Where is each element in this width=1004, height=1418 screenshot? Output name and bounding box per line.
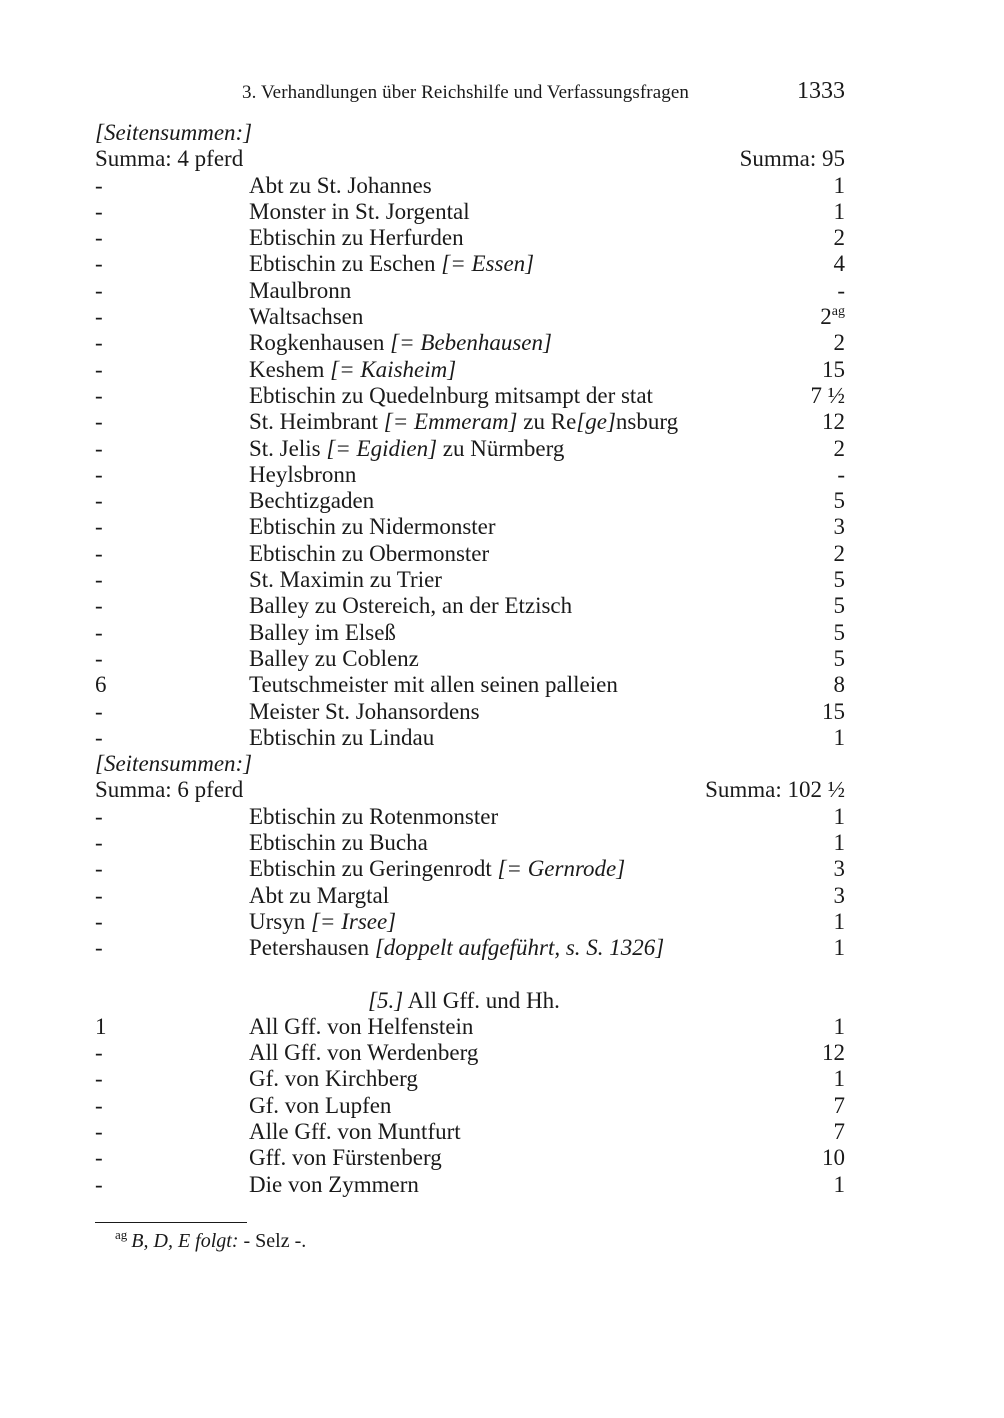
list-item xyxy=(95,646,845,672)
entry-count: - xyxy=(95,882,103,908)
entry-count: - xyxy=(95,409,103,435)
list-item xyxy=(95,856,845,882)
entry-value-text: - xyxy=(837,461,845,487)
entry-value xyxy=(834,251,846,277)
entry-name xyxy=(249,1066,418,1092)
entry-count: - xyxy=(95,935,103,961)
entry-list xyxy=(95,173,845,752)
entry-value-text: 8 xyxy=(833,672,845,698)
entry-name xyxy=(249,935,664,961)
entry-value-text: 15 xyxy=(822,356,845,382)
footnote-editorial: B, D, E folgt: xyxy=(131,1230,239,1252)
running-title: 3. Verhandlungen über Reichshilfe und Verfassungsfragen xyxy=(242,82,689,103)
entry-value xyxy=(834,436,846,462)
entry-value xyxy=(834,330,846,356)
summary-row xyxy=(95,146,845,172)
entry-count: - xyxy=(95,593,103,619)
entry-name xyxy=(249,251,534,277)
entry-name-text: St. Jelis xyxy=(249,435,327,461)
entry-name-text: Ebtischin zu Bucha xyxy=(249,830,428,856)
entry-value-text: 5 xyxy=(833,488,845,514)
entry-value xyxy=(834,935,846,961)
entry-name-text: zu Nürmberg xyxy=(437,435,565,461)
entry-name-text: Ebtischin zu Herfurden xyxy=(249,225,464,251)
entry-value xyxy=(834,1093,846,1119)
entry-name-text: Waltsachsen xyxy=(249,304,364,330)
entry-value xyxy=(834,199,846,225)
entry-name xyxy=(249,1172,419,1198)
entry-name xyxy=(249,856,625,882)
entry-name xyxy=(249,567,442,593)
entry-name-text: Keshem xyxy=(249,356,331,382)
entry-name-text: Ebtischin zu Geringenrodt xyxy=(249,856,498,882)
entry-value xyxy=(834,1066,846,1092)
footnote-marker: ag xyxy=(831,304,845,320)
entry-name xyxy=(249,1014,473,1040)
entry-value-text: 12 xyxy=(822,1040,845,1066)
entry-value-text: 3 xyxy=(833,882,845,908)
entry-name-text: Heylsbronn xyxy=(249,461,357,487)
entry-value-text: 5 xyxy=(833,619,845,645)
editorial-note: [ge] xyxy=(576,409,616,435)
entry-name xyxy=(249,725,434,751)
entry-name xyxy=(249,199,470,225)
entry-count: - xyxy=(95,461,103,487)
list-item xyxy=(95,1145,845,1171)
entry-name-text: Ebtischin zu Nidermonster xyxy=(249,514,496,540)
entry-count: - xyxy=(95,198,103,224)
entry-value-text: 1 xyxy=(833,908,845,934)
note-text: [Seitensummen:] xyxy=(95,751,253,777)
list-item xyxy=(95,436,845,462)
entry-name-text: Ebtischin zu Quedelnburg mitsampt der stat xyxy=(249,382,653,408)
entry-name xyxy=(249,672,618,698)
list-item xyxy=(95,1014,845,1040)
summary-left: Summa: 6 pferd xyxy=(95,777,244,803)
list-item xyxy=(95,725,845,751)
entry-value-text: 15 xyxy=(822,698,845,724)
running-head xyxy=(95,80,845,108)
entry-value xyxy=(834,1172,846,1198)
entry-name-text: Alle Gff. von Muntfurt xyxy=(249,1118,461,1144)
list-item xyxy=(95,567,845,593)
entry-name-text: St. Heimbrant xyxy=(249,409,384,435)
entry-value-text: 1 xyxy=(833,724,845,750)
entry-value-text: 12 xyxy=(822,409,845,435)
entry-value-text: 1 xyxy=(833,1013,845,1039)
entry-list xyxy=(95,1014,845,1198)
entry-count: - xyxy=(95,225,103,251)
heading-label: All Gff. und Hh. xyxy=(403,987,560,1013)
entry-value-text: 1 xyxy=(833,1066,845,1092)
entry-value xyxy=(834,856,846,882)
entry-name xyxy=(249,699,480,725)
section-note xyxy=(95,751,845,777)
entry-value-text: 1 xyxy=(833,935,845,961)
entry-value-text: 1 xyxy=(833,1171,845,1197)
editorial-note: [= Irsee] xyxy=(310,908,397,934)
list-item xyxy=(95,935,845,961)
entry-name-text: Maulbronn xyxy=(249,277,352,303)
entry-count: 6 xyxy=(95,672,107,698)
entry-value xyxy=(834,672,846,698)
entry-value xyxy=(822,1040,845,1066)
list-item xyxy=(95,593,845,619)
entry-value-text: 2 xyxy=(833,330,845,356)
entry-value xyxy=(834,725,846,751)
entry-name xyxy=(249,646,419,672)
list-item xyxy=(95,1066,845,1092)
list-item xyxy=(95,620,845,646)
editorial-note: [= Kaisheim] xyxy=(330,356,457,382)
entry-value-text: 2 xyxy=(820,304,832,330)
entry-value-text: 1 xyxy=(833,172,845,198)
entry-value-text: 3 xyxy=(833,514,845,540)
entry-name-text: Ebtischin zu Lindau xyxy=(249,724,435,750)
entry-name-text: Ebtischin zu Eschen xyxy=(249,251,442,277)
entry-count: - xyxy=(95,645,103,671)
section-heading xyxy=(95,988,845,1014)
entry-count: - xyxy=(95,382,103,408)
summary-right: Summa: 95 xyxy=(739,146,845,172)
entry-name-text: Gf. von Kirchberg xyxy=(249,1066,418,1092)
entry-value xyxy=(834,225,846,251)
entry-value xyxy=(834,567,846,593)
list-item xyxy=(95,699,845,725)
entry-name-text: Gf. von Lupfen xyxy=(249,1092,392,1118)
entry-name xyxy=(249,620,396,646)
entry-name-text: Ebtischin zu Rotenmonster xyxy=(249,803,499,829)
entry-list xyxy=(95,804,845,962)
entry-name-text: All Gff. von Werdenberg xyxy=(249,1040,479,1066)
entry-value-text: 7 xyxy=(833,1092,845,1118)
summary-left: Summa: 4 pferd xyxy=(95,146,244,172)
entry-value-text: 7 xyxy=(833,1118,845,1144)
entry-name xyxy=(249,304,363,330)
entry-name-text: Teutschmeister mit allen seinen palleien xyxy=(249,672,618,698)
entry-value xyxy=(834,909,846,935)
list-item xyxy=(95,409,845,435)
entry-value-text: 5 xyxy=(833,645,845,671)
list-item xyxy=(95,225,845,251)
list-item xyxy=(95,330,845,356)
note-text: [Seitensummen:] xyxy=(95,120,253,145)
editorial-note: [= Emmeram] xyxy=(383,409,518,435)
entry-name xyxy=(249,330,552,356)
entry-name xyxy=(249,173,432,199)
entry-name-text: Monster in St. Jorgental xyxy=(249,198,470,224)
entry-count: - xyxy=(95,724,103,750)
entry-value xyxy=(822,699,845,725)
list-item xyxy=(95,304,845,330)
list-item xyxy=(95,488,845,514)
entry-name-text: Petershausen xyxy=(249,935,375,961)
entry-name-text: St. Maximin zu Trier xyxy=(249,567,442,593)
entry-count: - xyxy=(95,356,103,382)
entry-count: 1 xyxy=(95,1013,107,1039)
entry-value xyxy=(834,541,846,567)
entry-value xyxy=(834,593,846,619)
list-item xyxy=(95,462,845,488)
entry-name-text: Gff. von Fürstenberg xyxy=(249,1145,442,1171)
entry-value xyxy=(822,1145,845,1171)
entry-name-text: Abt zu St. Johannes xyxy=(249,172,432,198)
entry-count: - xyxy=(95,172,103,198)
entry-count: - xyxy=(95,567,103,593)
entry-name xyxy=(249,1119,461,1145)
list-item xyxy=(95,514,845,540)
entry-name xyxy=(249,883,389,909)
entry-name-text: Die von Zymmern xyxy=(249,1171,419,1197)
entry-value xyxy=(834,620,846,646)
footnote-rule xyxy=(95,1222,247,1223)
entry-name-text: Rogkenhausen xyxy=(249,330,391,356)
entry-name xyxy=(249,225,464,251)
entry-value xyxy=(834,514,846,540)
entry-name-text: Ursyn xyxy=(249,908,311,934)
entry-count: - xyxy=(95,1171,103,1197)
list-item xyxy=(95,883,845,909)
entry-count: - xyxy=(95,277,103,303)
entry-name-text: zu Re xyxy=(517,409,577,435)
entry-count: - xyxy=(95,1066,103,1092)
list-item xyxy=(95,909,845,935)
entry-name-text: Ebtischin zu Obermonster xyxy=(249,540,490,566)
footnote xyxy=(115,1228,306,1254)
entry-name xyxy=(249,514,496,540)
entry-value-text: - xyxy=(837,277,845,303)
list-item xyxy=(95,251,845,277)
entry-count: - xyxy=(95,514,103,540)
entry-value xyxy=(834,804,846,830)
summary-row xyxy=(95,777,845,803)
entry-name-text: Balley zu Ostereich, an der Etzisch xyxy=(249,593,573,619)
entry-name xyxy=(249,357,456,383)
entry-count: - xyxy=(95,856,103,882)
entry-value xyxy=(834,883,846,909)
editorial-note: [= Egidien] xyxy=(326,435,438,461)
list-item xyxy=(95,357,845,383)
list-item xyxy=(95,804,845,830)
entry-count: - xyxy=(95,251,103,277)
entry-name-text: Bechtizgaden xyxy=(249,488,375,514)
entry-value-text: 1 xyxy=(833,198,845,224)
entry-name xyxy=(249,909,396,935)
entry-name-text: Abt zu Margtal xyxy=(249,882,390,908)
editorial-note: [= Bebenhausen] xyxy=(390,330,552,356)
entry-count: - xyxy=(95,304,103,330)
section-heading-text xyxy=(368,988,560,1014)
entry-value xyxy=(834,1014,846,1040)
entry-count: - xyxy=(95,1145,103,1171)
list-item xyxy=(95,541,845,567)
entry-name xyxy=(249,488,374,514)
list-item xyxy=(95,278,845,304)
entry-name xyxy=(249,278,351,304)
entry-name-text: All Gff. von Helfenstein xyxy=(249,1013,474,1039)
entry-count: - xyxy=(95,330,103,356)
entry-value-text: 2 xyxy=(833,540,845,566)
entry-count: - xyxy=(95,488,103,514)
entry-count: - xyxy=(95,1118,103,1144)
entry-name-text: nsburg xyxy=(615,409,679,435)
entry-value xyxy=(834,646,846,672)
entry-count: - xyxy=(95,540,103,566)
list-item xyxy=(95,672,845,698)
entry-count: - xyxy=(95,435,103,461)
entry-value-text: 5 xyxy=(833,593,845,619)
entry-name xyxy=(249,383,653,409)
entry-name xyxy=(249,409,678,435)
entry-name-text: Meister St. Johansordens xyxy=(249,698,480,724)
summary-right: Summa: 102 ½ xyxy=(705,777,845,803)
entry-value xyxy=(834,488,846,514)
footnote-mark: ag xyxy=(115,1227,128,1242)
entry-name xyxy=(249,436,564,462)
entry-value-text: 2 xyxy=(833,225,845,251)
entry-count: - xyxy=(95,908,103,934)
editorial-note: [= Gernrode] xyxy=(497,856,626,882)
entry-value-text: 1 xyxy=(833,803,845,829)
editorial-note: [= Essen] xyxy=(441,251,535,277)
entry-name xyxy=(249,1145,442,1171)
entry-value-text: 2 xyxy=(833,435,845,461)
entry-name xyxy=(249,1093,391,1119)
entry-value xyxy=(811,383,846,409)
entry-count: - xyxy=(95,830,103,856)
entry-name xyxy=(249,462,356,488)
entry-value-text: 4 xyxy=(833,251,845,277)
entry-value-text: 10 xyxy=(822,1145,845,1171)
entry-value xyxy=(834,830,846,856)
entry-value xyxy=(834,1119,846,1145)
entry-name xyxy=(249,541,489,567)
footnote-text: - Selz -. xyxy=(238,1230,307,1252)
entry-name-text: Balley zu Coblenz xyxy=(249,645,419,671)
entry-name xyxy=(249,804,498,830)
document-body xyxy=(95,120,845,1198)
list-item xyxy=(95,1093,845,1119)
entry-count: - xyxy=(95,1092,103,1118)
page-number: 1333 xyxy=(797,78,845,104)
entry-value xyxy=(837,278,845,304)
entry-value-text: 7 ½ xyxy=(810,382,845,408)
entry-name xyxy=(249,830,428,856)
heading-editorial: [5.] xyxy=(368,987,404,1013)
entry-name xyxy=(249,593,572,619)
list-item xyxy=(95,383,845,409)
list-item xyxy=(95,199,845,225)
entry-count: - xyxy=(95,1040,103,1066)
list-item xyxy=(95,1040,845,1066)
entry-count: - xyxy=(95,698,103,724)
entry-count: - xyxy=(95,619,103,645)
entry-value xyxy=(834,173,846,199)
section-note xyxy=(95,120,845,146)
entry-value-text: 5 xyxy=(833,567,845,593)
entry-value xyxy=(820,304,845,330)
entry-count: - xyxy=(95,803,103,829)
entry-value xyxy=(837,462,845,488)
entry-name xyxy=(249,1040,478,1066)
list-item xyxy=(95,830,845,856)
list-item xyxy=(95,173,845,199)
entry-value xyxy=(822,409,845,435)
list-item xyxy=(95,1172,845,1198)
entry-value-text: 3 xyxy=(833,856,845,882)
entry-value-text: 1 xyxy=(833,830,845,856)
entry-value xyxy=(822,357,845,383)
entry-name-text: Balley im Elseß xyxy=(249,619,396,645)
editorial-note: [doppelt aufgeführt, s. S. 1326] xyxy=(374,935,665,961)
list-item xyxy=(95,1119,845,1145)
